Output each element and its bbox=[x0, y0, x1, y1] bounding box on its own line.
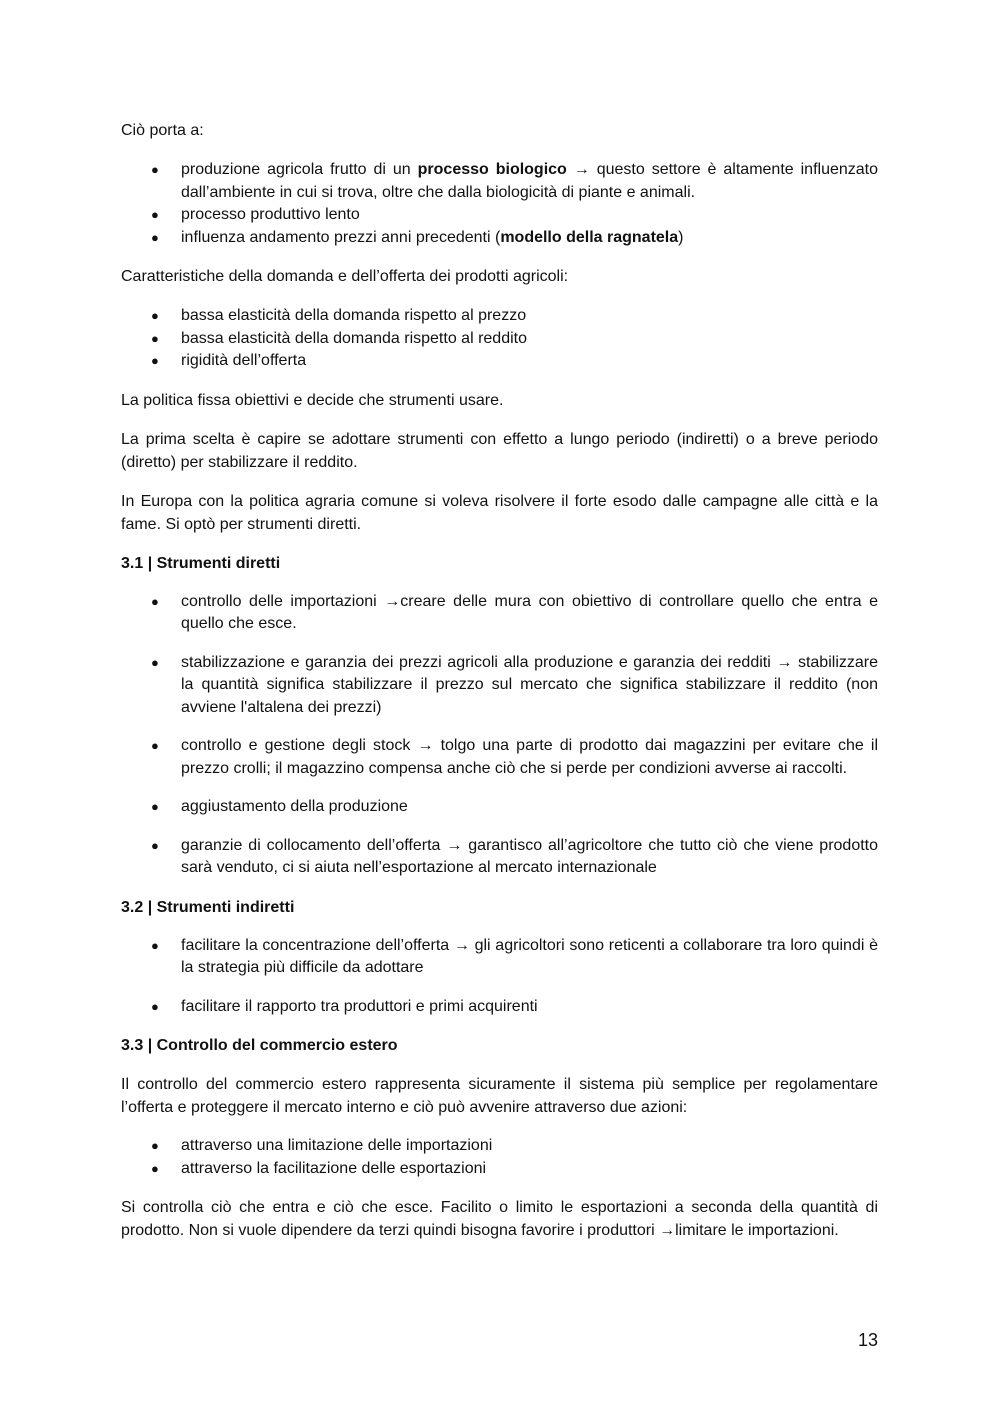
list-item: ● garanzie di collocamento dell’offerta → garantisco all’agricoltore che tutto ciò che viene prodotto sarà venduto, ci si aiuta nell’esportazione al mercato internazionale bbox=[151, 836, 878, 876]
bullet-icon: ● bbox=[151, 799, 159, 814]
paragraph: Caratteristiche della domanda e dell’offerta dei prodotti agricoli: bbox=[121, 268, 569, 285]
bullet-icon: ● bbox=[151, 593, 159, 609]
list-item: ● facilitare il rapporto tra produttori e primi acquirenti bbox=[121, 996, 878, 1019]
list-item: ● influenza andamento prezzi anni precedenti (modello della ragnatela) bbox=[121, 227, 878, 250]
bullet-icon: ● bbox=[151, 654, 159, 670]
bold-term: modello della ragnatela bbox=[500, 228, 679, 246]
list-item: ● produzione agricola frutto di un processo biologico → questo settore è altamente influenzato dall’ambiente in cui si trova, oltre che dalla biologicità di piante e animali. bbox=[151, 161, 879, 201]
bullet-icon: ● bbox=[151, 162, 159, 177]
list-item: ● facilitare la concentrazione dell’offerta → gli agricoltori sono reticenti a collaborare tra loro quindi è la strategia più difficile da adottare bbox=[151, 936, 878, 976]
bullet-list bbox=[121, 591, 878, 880]
list-item: ● aggiustamento della produzione bbox=[121, 796, 878, 819]
bullet-icon: ● bbox=[151, 837, 159, 853]
bullet-icon: ● bbox=[151, 937, 159, 953]
section-heading: 3.3 | Controllo del commercio estero bbox=[121, 1037, 398, 1054]
section-heading: 3.2 | Strumenti indiretti bbox=[121, 898, 295, 916]
bullet-icon: ● bbox=[151, 1138, 159, 1153]
bullet-icon: ● bbox=[151, 330, 159, 346]
list-item: ● controllo e gestione degli stock → tolgo una parte di prodotto dai magazzini per evitare che il prezzo crolli; il magazzino compensa anche ciò che si perde per condizioni avverse ai raccolti. bbox=[151, 737, 878, 777]
bullet-list bbox=[121, 935, 878, 1019]
bullet-icon: ● bbox=[151, 207, 159, 222]
bullet-list bbox=[121, 1135, 878, 1180]
list-item: ● processo produttivo lento bbox=[121, 204, 878, 227]
page-number: 13 bbox=[857, 1330, 878, 1350]
section-heading: 3.1 | Strumenti diretti bbox=[121, 554, 281, 572]
bullet-icon: ● bbox=[151, 998, 159, 1014]
bullet-list bbox=[121, 305, 878, 373]
bullet-icon: ● bbox=[151, 738, 159, 753]
list-item: ● bassa elasticità della domanda rispetto al reddito bbox=[121, 328, 878, 351]
page-content bbox=[121, 119, 878, 1242]
paragraph: La politica fissa obiettivi e decide che strumenti usare. bbox=[121, 391, 504, 409]
bold-term: processo biologico bbox=[417, 161, 567, 178]
bullet-icon: ● bbox=[151, 229, 159, 245]
list-item: ● bassa elasticità della domanda rispetto al prezzo bbox=[121, 305, 878, 328]
paragraph: In Europa con la politica agraria comune si voleva risolvere il forte esodo dalle campagne alle città e la fame. Si optò per strumenti diretti. bbox=[121, 492, 878, 533]
paragraph: Si controlla ciò che entra e ciò che esce. Facilito o limito le esportazioni a seconda della quantità di prodotto. Non si vuole dipendere da terzi quindi bisogna favorire i produttori →limitare le importazioni. bbox=[121, 1199, 878, 1239]
list-item: ● attraverso una limitazione delle importazioni bbox=[121, 1135, 878, 1158]
paragraph: La prima scelta è capire se adottare strumenti con effetto a lungo periodo (indiretti) o a breve periodo (diretto) per stabilizzare il reddito. bbox=[121, 430, 878, 471]
list-item: ● attraverso la facilitazione delle esportazioni bbox=[121, 1158, 878, 1181]
bullet-list bbox=[121, 159, 878, 249]
bullet-icon: ● bbox=[151, 308, 159, 323]
paragraph: Il controllo del commercio estero rappresenta sicuramente il sistema più semplice per regolamentare l’offerta e proteggere il mercato interno e ciò può avvenire attraverso due azioni: bbox=[121, 1076, 878, 1116]
bullet-icon: ● bbox=[151, 1160, 159, 1176]
list-item: ● stabilizzazione e garanzia dei prezzi agricoli alla produzione e garanzia dei redditi → stabilizzare la quantità significa stabilizzare il prezzo sul mercato che significa stabilizzare il reddito (non avviene l'altalena dei prezzi) bbox=[151, 653, 878, 716]
list-item: ● controllo delle importazioni →creare delle mura con obiettivo di controllare quello che entra e quello che esce. bbox=[151, 592, 878, 632]
list-item: ● rigidità dell’offerta bbox=[121, 350, 878, 373]
bullet-icon: ● bbox=[151, 353, 159, 368]
paragraph: Ciò porta a: bbox=[121, 122, 204, 139]
